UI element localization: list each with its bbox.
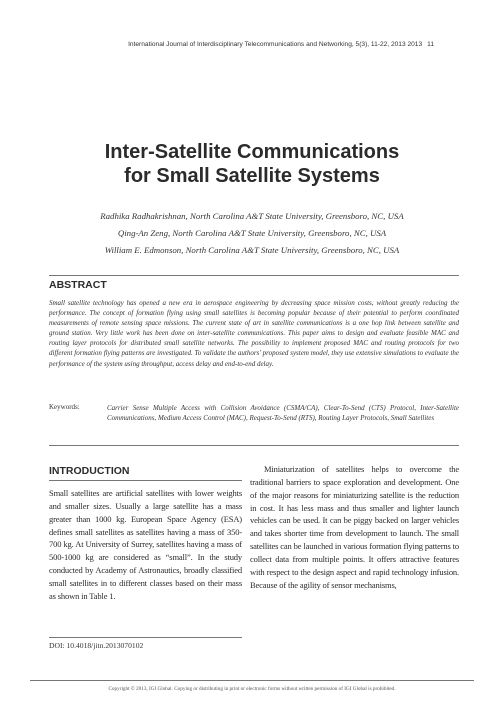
abstract-text: Small satellite technology has opened a new era in aerospace engineering by decreasing space mission costs, without greatly reducing the performance. The concept of formation flying using small satellites is becoming popular because of their potential to perform coordinated measurements of remote sensing space missions. The current state of art in satellite communications is a one hop link between satellite and ground station. Very little work has been done on inter-satellite communications. This paper aims to design and evaluate feasible MAC and routing layer protocols for distributed small satellite networks. The possibility to implement proposed MAC and routing protocols for two different formation flying patterns are investigated. To validate the authors' proposed system model, they use extensive simulations to evaluate the performance of the system using throughput, access delay and end-to-end delay. — [49, 299, 459, 368]
doi-rule — [49, 637, 242, 638]
paper-title — [40, 140, 464, 188]
introduction-heading: INTRODUCTION — [49, 465, 130, 477]
running-header — [128, 41, 434, 48]
footer-rule — [30, 680, 474, 681]
introduction-left-column: Small satellites are artificial satellites with lower weights and smaller sizes. Usually a large satellite has a mass greater than 1000 kg. European Space Agency (ESA) defines small satellites as satellites having a mass of 350-700 kg. At University of Surrey, satellites having a mass of 500-1000 kg are considered as “small”. In the study conducted by Academy of Astronautics, broadly classified small satellites in to different classes based on their mass as shown in Table 1. — [49, 488, 242, 601]
author-list — [40, 208, 464, 259]
abstract-top-rule — [49, 275, 459, 276]
introduction-rule — [49, 480, 242, 481]
journal-citation: International Journal of Interdisciplinary Telecommunications and Networking, 5(3), 11-22, 2013 2013 — [128, 41, 423, 48]
title-line-2: for Small Satellite Systems — [124, 165, 380, 187]
title-line-1: Inter-Satellite Communications — [104, 141, 400, 163]
author-2: Qing-An Zeng, North Carolina A&T State University, Greensboro, NC, USA — [117, 228, 387, 238]
page-number: 11 — [427, 41, 434, 48]
keywords-label: Keywords: — [49, 403, 80, 411]
copyright-notice: Copyright © 2013, IGI Global. Copying or distributing in print or electronic forms without written permission of IGI Global is prohibited. — [108, 686, 396, 692]
abstract-bottom-rule — [49, 445, 459, 446]
author-1: Radhika Radhakrishnan, North Carolina A&T State University, Greensboro, NC, USA — [100, 211, 404, 221]
keywords-text: Carrier Sense Multiple Access with Collision Avoidance (CSMA/CA), Clear-To-Send (CTS) Protocol, Inter-Satellite Communications, Medium Access Control (MAC), Request-To-Send (RTS), Routing Layer Protocols, Small Satellites — [107, 404, 459, 423]
doi: DOI: 10.4018/jitn.2013070102 — [49, 641, 144, 650]
author-3: William E. Edmonson, North Carolina A&T State University, Greensboro, NC, USA — [104, 245, 400, 255]
introduction-right-column: Miniaturization of satellites helps to overcome the traditional barriers to space exploration and development. One of the major reasons for miniaturizing satellite is the reduction in cost. It has less mass and thus smaller and lighter launch vehicles can be used. It can be piggy backed on larger vehicles and takes shorter time from development to launch. The small satellites can be launched in various formation flying patterns to collect data from multiple points. It offers attractive features with respect to the design aspect and rapid technology infusion. Because of the agility of sensor mechanisms, — [250, 464, 459, 590]
abstract-heading: ABSTRACT — [49, 279, 107, 291]
